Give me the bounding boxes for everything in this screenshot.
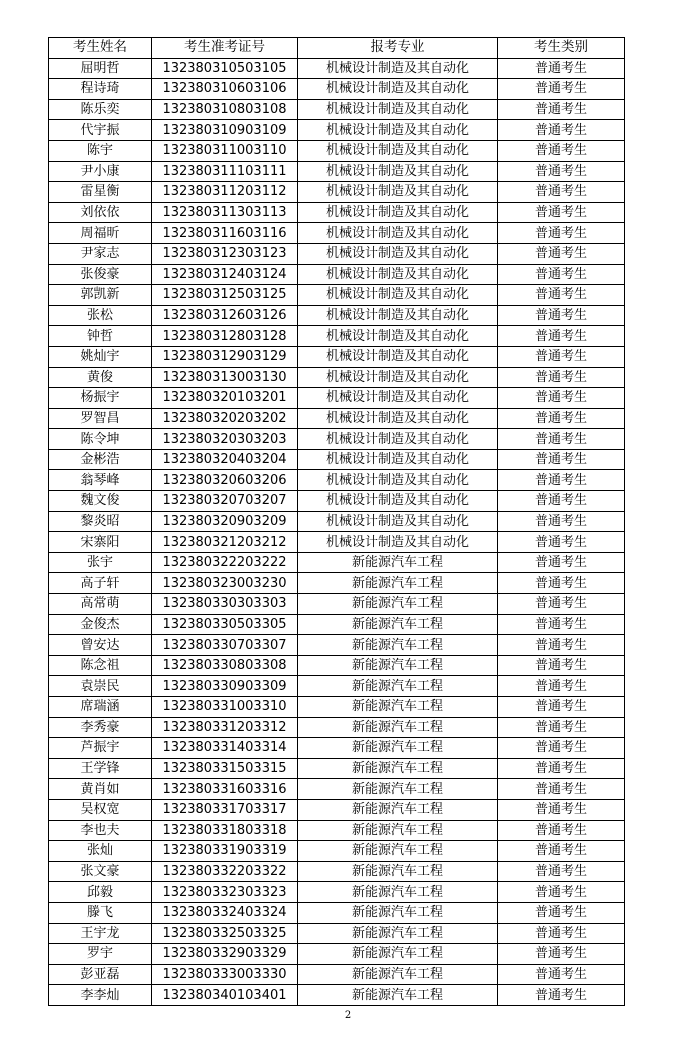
cell-major: 机械设计制造及其自动化	[298, 470, 498, 491]
cell-exam-id: 132380322203222	[152, 552, 298, 573]
cell-major: 新能源汽车工程	[298, 923, 498, 944]
table-row	[49, 614, 625, 635]
table-row	[49, 717, 625, 738]
table-header-row	[49, 38, 625, 59]
table-row	[49, 429, 625, 450]
cell-name: 姚灿宇	[49, 346, 152, 367]
cell-name: 屈明哲	[49, 58, 152, 79]
cell-name: 张文豪	[49, 861, 152, 882]
table-row	[49, 861, 625, 882]
cell-name: 代宇振	[49, 120, 152, 141]
cell-major: 机械设计制造及其自动化	[298, 182, 498, 203]
cell-name: 李李灿	[49, 985, 152, 1006]
table-row	[49, 902, 625, 923]
cell-major: 新能源汽车工程	[298, 882, 498, 903]
cell-category: 普通考生	[498, 923, 625, 944]
cell-major: 机械设计制造及其自动化	[298, 243, 498, 264]
table-row	[49, 799, 625, 820]
cell-name: 陈乐奕	[49, 99, 152, 120]
cell-name: 袁崇民	[49, 676, 152, 697]
cell-name: 张宇	[49, 552, 152, 573]
cell-category: 普通考生	[498, 655, 625, 676]
cell-category: 普通考生	[498, 511, 625, 532]
cell-name: 邱毅	[49, 882, 152, 903]
cell-major: 机械设计制造及其自动化	[298, 305, 498, 326]
cell-exam-id: 132380311603116	[152, 223, 298, 244]
cell-category: 普通考生	[498, 964, 625, 985]
cell-name: 陈宇	[49, 140, 152, 161]
cell-exam-id: 132380311203112	[152, 182, 298, 203]
cell-name: 魏文俊	[49, 491, 152, 512]
cell-category: 普通考生	[498, 285, 625, 306]
table-row	[49, 449, 625, 470]
cell-major: 机械设计制造及其自动化	[298, 140, 498, 161]
cell-major: 新能源汽车工程	[298, 902, 498, 923]
cell-major: 新能源汽车工程	[298, 552, 498, 573]
cell-name: 彭亚磊	[49, 964, 152, 985]
cell-exam-id: 132380312603126	[152, 305, 298, 326]
header-name: 考生姓名	[49, 38, 152, 59]
table-row	[49, 120, 625, 141]
cell-exam-id: 132380332303323	[152, 882, 298, 903]
cell-exam-id: 132380312503125	[152, 285, 298, 306]
cell-exam-id: 132380312403124	[152, 264, 298, 285]
cell-category: 普通考生	[498, 717, 625, 738]
cell-category: 普通考生	[498, 305, 625, 326]
cell-name: 罗宇	[49, 944, 152, 965]
cell-major: 机械设计制造及其自动化	[298, 388, 498, 409]
cell-category: 普通考生	[498, 902, 625, 923]
cell-exam-id: 132380330703307	[152, 635, 298, 656]
cell-major: 新能源汽车工程	[298, 697, 498, 718]
cell-major: 新能源汽车工程	[298, 614, 498, 635]
cell-major: 机械设计制造及其自动化	[298, 532, 498, 553]
cell-exam-id: 132380331503315	[152, 758, 298, 779]
cell-category: 普通考生	[498, 779, 625, 800]
cell-name: 李秀豪	[49, 717, 152, 738]
cell-exam-id: 132380312903129	[152, 346, 298, 367]
cell-exam-id: 132380332403324	[152, 902, 298, 923]
cell-major: 新能源汽车工程	[298, 985, 498, 1006]
table-row	[49, 738, 625, 759]
cell-name: 罗智昌	[49, 408, 152, 429]
cell-category: 普通考生	[498, 470, 625, 491]
cell-major: 新能源汽车工程	[298, 717, 498, 738]
table-row	[49, 779, 625, 800]
table-row	[49, 923, 625, 944]
cell-category: 普通考生	[498, 326, 625, 347]
cell-name: 翁琴峰	[49, 470, 152, 491]
cell-exam-id: 132380320603206	[152, 470, 298, 491]
cell-exam-id: 132380311003110	[152, 140, 298, 161]
cell-category: 普通考生	[498, 635, 625, 656]
table-row	[49, 182, 625, 203]
table-row	[49, 964, 625, 985]
cell-major: 机械设计制造及其自动化	[298, 99, 498, 120]
table-row	[49, 326, 625, 347]
cell-name: 张灿	[49, 841, 152, 862]
cell-exam-id: 132380331203312	[152, 717, 298, 738]
cell-exam-id: 132380321203212	[152, 532, 298, 553]
table-row	[49, 470, 625, 491]
cell-exam-id: 132380333003330	[152, 964, 298, 985]
table-row	[49, 202, 625, 223]
cell-major: 新能源汽车工程	[298, 820, 498, 841]
table-row	[49, 491, 625, 512]
cell-exam-id: 132380320403204	[152, 449, 298, 470]
cell-major: 新能源汽车工程	[298, 779, 498, 800]
cell-name: 陈令坤	[49, 429, 152, 450]
cell-exam-id: 132380310903109	[152, 120, 298, 141]
table-row	[49, 408, 625, 429]
cell-category: 普通考生	[498, 820, 625, 841]
cell-name: 曾安达	[49, 635, 152, 656]
cell-category: 普通考生	[498, 676, 625, 697]
cell-name: 雷星衡	[49, 182, 152, 203]
cell-name: 尹小康	[49, 161, 152, 182]
cell-exam-id: 132380332903329	[152, 944, 298, 965]
cell-category: 普通考生	[498, 799, 625, 820]
cell-name: 金彬浩	[49, 449, 152, 470]
cell-name: 刘依依	[49, 202, 152, 223]
cell-name: 黎炎昭	[49, 511, 152, 532]
page-number: 2	[344, 1010, 352, 1021]
cell-name: 黄俊	[49, 367, 152, 388]
cell-category: 普通考生	[498, 573, 625, 594]
cell-exam-id: 132380310503105	[152, 58, 298, 79]
cell-major: 新能源汽车工程	[298, 758, 498, 779]
cell-category: 普通考生	[498, 120, 625, 141]
table-row	[49, 697, 625, 718]
cell-major: 机械设计制造及其自动化	[298, 223, 498, 244]
table-row	[49, 820, 625, 841]
cell-major: 新能源汽车工程	[298, 841, 498, 862]
cell-major: 机械设计制造及其自动化	[298, 511, 498, 532]
cell-category: 普通考生	[498, 594, 625, 615]
cell-exam-id: 132380320203202	[152, 408, 298, 429]
cell-exam-id: 132380332503325	[152, 923, 298, 944]
cell-name: 高常萌	[49, 594, 152, 615]
cell-name: 尹家志	[49, 243, 152, 264]
cell-major: 新能源汽车工程	[298, 655, 498, 676]
cell-category: 普通考生	[498, 882, 625, 903]
cell-exam-id: 132380312803128	[152, 326, 298, 347]
cell-exam-id: 132380310803108	[152, 99, 298, 120]
cell-major: 机械设计制造及其自动化	[298, 58, 498, 79]
cell-major: 机械设计制造及其自动化	[298, 264, 498, 285]
table-row	[49, 367, 625, 388]
table-row	[49, 841, 625, 862]
table-row	[49, 511, 625, 532]
cell-category: 普通考生	[498, 985, 625, 1006]
cell-name: 王宇龙	[49, 923, 152, 944]
cell-category: 普通考生	[498, 202, 625, 223]
cell-major: 新能源汽车工程	[298, 676, 498, 697]
cell-exam-id: 132380310603106	[152, 79, 298, 100]
cell-major: 新能源汽车工程	[298, 799, 498, 820]
cell-name: 席瑞涵	[49, 697, 152, 718]
cell-name: 王学锋	[49, 758, 152, 779]
cell-major: 机械设计制造及其自动化	[298, 161, 498, 182]
cell-category: 普通考生	[498, 346, 625, 367]
table-row	[49, 58, 625, 79]
table-row	[49, 99, 625, 120]
cell-category: 普通考生	[498, 161, 625, 182]
cell-exam-id: 132380313003130	[152, 367, 298, 388]
cell-major: 机械设计制造及其自动化	[298, 429, 498, 450]
cell-exam-id: 132380311303113	[152, 202, 298, 223]
cell-exam-id: 132380320703207	[152, 491, 298, 512]
table-row	[49, 594, 625, 615]
table-row	[49, 161, 625, 182]
cell-exam-id: 132380330903309	[152, 676, 298, 697]
header-major: 报考专业	[298, 38, 498, 59]
cell-major: 机械设计制造及其自动化	[298, 202, 498, 223]
table-row	[49, 676, 625, 697]
cell-name: 高子轩	[49, 573, 152, 594]
cell-category: 普通考生	[498, 223, 625, 244]
cell-name: 芦振宇	[49, 738, 152, 759]
cell-exam-id: 132380331403314	[152, 738, 298, 759]
cell-exam-id: 132380330303303	[152, 594, 298, 615]
cell-major: 新能源汽车工程	[298, 944, 498, 965]
cell-major: 新能源汽车工程	[298, 738, 498, 759]
cell-exam-id: 132380331603316	[152, 779, 298, 800]
cell-category: 普通考生	[498, 367, 625, 388]
cell-exam-id: 132380320903209	[152, 511, 298, 532]
candidate-table	[48, 37, 625, 1006]
cell-category: 普通考生	[498, 532, 625, 553]
table-row	[49, 140, 625, 161]
table-row	[49, 635, 625, 656]
cell-major: 机械设计制造及其自动化	[298, 120, 498, 141]
table-row	[49, 552, 625, 573]
cell-category: 普通考生	[498, 491, 625, 512]
table-row	[49, 243, 625, 264]
cell-name: 杨振宇	[49, 388, 152, 409]
header-category: 考生类别	[498, 38, 625, 59]
cell-major: 新能源汽车工程	[298, 635, 498, 656]
cell-name: 钟哲	[49, 326, 152, 347]
cell-exam-id: 132380330503305	[152, 614, 298, 635]
cell-category: 普通考生	[498, 243, 625, 264]
cell-category: 普通考生	[498, 140, 625, 161]
cell-category: 普通考生	[498, 449, 625, 470]
table-row	[49, 285, 625, 306]
cell-major: 机械设计制造及其自动化	[298, 326, 498, 347]
cell-category: 普通考生	[498, 429, 625, 450]
cell-major: 新能源汽车工程	[298, 594, 498, 615]
table-row	[49, 532, 625, 553]
cell-exam-id: 132380331003310	[152, 697, 298, 718]
cell-major: 新能源汽车工程	[298, 861, 498, 882]
cell-category: 普通考生	[498, 99, 625, 120]
table-row	[49, 223, 625, 244]
cell-major: 机械设计制造及其自动化	[298, 491, 498, 512]
cell-category: 普通考生	[498, 697, 625, 718]
cell-major: 机械设计制造及其自动化	[298, 79, 498, 100]
cell-category: 普通考生	[498, 758, 625, 779]
table-row	[49, 655, 625, 676]
cell-category: 普通考生	[498, 552, 625, 573]
cell-name: 黄肖如	[49, 779, 152, 800]
cell-name: 张俊豪	[49, 264, 152, 285]
cell-name: 陈念祖	[49, 655, 152, 676]
cell-name: 程诗琦	[49, 79, 152, 100]
table-row	[49, 573, 625, 594]
cell-name: 宋寨阳	[49, 532, 152, 553]
table-row	[49, 985, 625, 1006]
cell-exam-id: 132380331903319	[152, 841, 298, 862]
cell-category: 普通考生	[498, 841, 625, 862]
cell-major: 新能源汽车工程	[298, 964, 498, 985]
cell-major: 机械设计制造及其自动化	[298, 449, 498, 470]
cell-exam-id: 132380330803308	[152, 655, 298, 676]
cell-major: 机械设计制造及其自动化	[298, 346, 498, 367]
cell-major: 机械设计制造及其自动化	[298, 367, 498, 388]
cell-category: 普通考生	[498, 861, 625, 882]
table-row	[49, 305, 625, 326]
cell-exam-id: 132380311103111	[152, 161, 298, 182]
cell-category: 普通考生	[498, 264, 625, 285]
cell-exam-id: 132380312303123	[152, 243, 298, 264]
cell-exam-id: 132380320303203	[152, 429, 298, 450]
table-row	[49, 346, 625, 367]
cell-category: 普通考生	[498, 58, 625, 79]
cell-exam-id: 132380331803318	[152, 820, 298, 841]
cell-category: 普通考生	[498, 79, 625, 100]
table-row	[49, 79, 625, 100]
cell-category: 普通考生	[498, 408, 625, 429]
cell-name: 金俊杰	[49, 614, 152, 635]
cell-category: 普通考生	[498, 738, 625, 759]
cell-name: 周福昕	[49, 223, 152, 244]
cell-name: 李也夫	[49, 820, 152, 841]
cell-category: 普通考生	[498, 182, 625, 203]
table-row	[49, 388, 625, 409]
cell-exam-id: 132380332203322	[152, 861, 298, 882]
cell-exam-id: 132380340103401	[152, 985, 298, 1006]
cell-major: 新能源汽车工程	[298, 573, 498, 594]
cell-major: 机械设计制造及其自动化	[298, 408, 498, 429]
cell-category: 普通考生	[498, 614, 625, 635]
cell-exam-id: 132380320103201	[152, 388, 298, 409]
cell-exam-id: 132380331703317	[152, 799, 298, 820]
cell-name: 郭凯新	[49, 285, 152, 306]
table-row	[49, 944, 625, 965]
cell-category: 普通考生	[498, 944, 625, 965]
table-row	[49, 882, 625, 903]
cell-category: 普通考生	[498, 388, 625, 409]
cell-name: 滕飞	[49, 902, 152, 923]
cell-name: 吴权宽	[49, 799, 152, 820]
cell-major: 机械设计制造及其自动化	[298, 285, 498, 306]
cell-name: 张松	[49, 305, 152, 326]
cell-exam-id: 132380323003230	[152, 573, 298, 594]
table-row	[49, 758, 625, 779]
header-exam-id: 考生准考证号	[152, 38, 298, 59]
table-row	[49, 264, 625, 285]
